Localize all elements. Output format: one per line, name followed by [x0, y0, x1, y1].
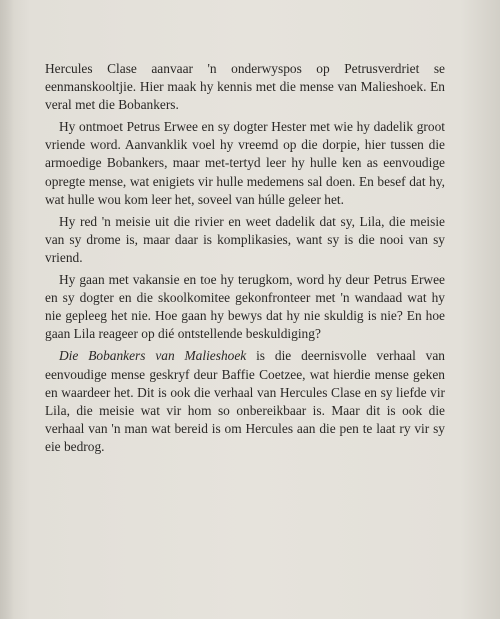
- paragraph-2: Hy ontmoet Petrus Erwee en sy dogter Hester met wie hy dadelik groot vriende word. Aanvanklik voel hy vreemd op die dorpie, hier tussen die armoedige Bobankers, maar met-tertyd leer hy hulle ken as eenvoudige opregte mense, wat enigiets vir hulle medemens sal doen. En besef dat hy, wat hulle wou kom leer het, soveel van húlle geleer het.: [45, 119, 445, 207]
- paragraph-4: Hy gaan met vakansie en toe hy terugkom, word hy deur Petrus Erwee en sy dogter en die skoolkomitee gekonfronteer met 'n wandaad wat hy nie gepleeg het nie. Hoe gaan hy bewys dat hy nie skuldig is nie? En hoe gaan Lila reageer op dié ontstellende beskuldiging?: [45, 272, 445, 342]
- blurb-text: [45, 60, 445, 460]
- paragraph-3: Hy red 'n meisie uit die rivier en weet dadelik dat sy, Lila, die meisie van sy drome is, maar daar is komplikasies, want sy is die nooi van sy vriend.: [45, 213, 445, 265]
- paragraph-5: [45, 347, 445, 456]
- paragraph-5-body: is die deernisvolle verhaal van eenvoudige mense geskryf deur Baffie Coetzee, wat hierdie mense geken en waardeer het. Dit is ook die verhaal van Hercules Clase en sy liefde vir Lila, die meisie wat vir hom so onbereikbaar is. Maar dit is ook die verhaal van 'n man wat bereid is om Hercules aan die pen te laat ry vir sy eie bedrog.: [45, 348, 445, 454]
- page-edge-shadow: [0, 0, 14, 619]
- paragraph-1: Hercules Clase aanvaar 'n onderwyspos op Petrusverdriet se eenmanskooltjie. Hier maak hy kennis met die mense van Malieshoek. En veral met die Bobankers.: [45, 61, 445, 113]
- book-title-italic: Die Bobankers van Malieshoek: [59, 348, 247, 364]
